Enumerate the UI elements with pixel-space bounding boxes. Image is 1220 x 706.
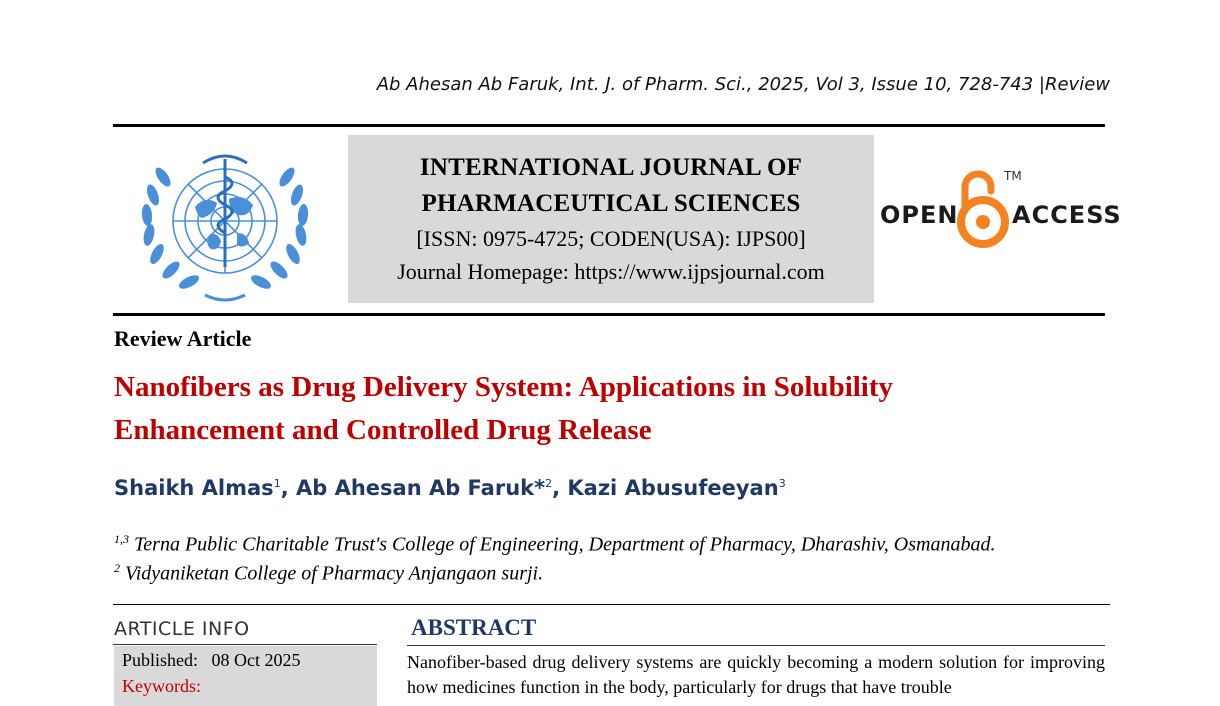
journal-title-line2: PHARMACEUTICAL SCIENCES [421,190,801,217]
open-access-logo [880,165,1122,255]
abstract-text: Nanofiber-based drug delivery systems are quickly becoming a modern solution for improving how medicines function in the body, particularly for drugs that have trouble [407,652,1105,697]
journal-title-line1: INTERNATIONAL JOURNAL OF [419,154,803,181]
author-affiliation-marker: 1 [273,477,281,490]
open-access-trademark: TM [1004,169,1022,183]
affiliation-line [114,532,995,557]
published-date: 08 Oct 2025 [211,650,301,670]
keywords-label: Keywords: [122,676,201,696]
author-separator: , [280,476,296,500]
journal-homepage: Journal Homepage: https://www.ijpsjournal.com [397,259,825,284]
article-info-rule [113,644,377,645]
open-access-word-access: ACCESS [1012,201,1122,229]
author-separator: , [552,476,568,500]
published-row [122,650,301,671]
author-name[interactable]: Ab Ahesan Ab Faruk* [295,476,546,500]
journal-issn: [ISSN: 0975-4725; CODEN(USA): IJPS00] [416,226,806,251]
author-list [114,476,786,500]
article-title-line2: Enhancement and Controlled Drug Release [114,414,652,446]
header-top-rule [113,124,1105,127]
affiliation-text: Vidyaniketan College of Pharmacy Anjangaon surji. [125,562,544,585]
author-affiliation-marker: 3 [778,477,786,490]
article-info-heading: ARTICLE INFO [114,618,250,640]
journal-emblem-logo [125,137,325,309]
published-label: Published: [122,650,199,670]
affiliation-line [114,561,543,586]
affiliation-marker: 1,3 [114,532,129,546]
article-title [114,366,1104,452]
open-lock-icon [955,165,1011,251]
open-access-word-open: OPEN [880,201,959,229]
article-type: Review Article [114,326,252,351]
author-name[interactable]: Shaikh Almas [114,476,274,500]
abstract-heading: ABSTRACT [411,615,537,640]
journal-banner [348,135,874,303]
affiliation-text: Terna Public Charitable Trust's College of Engineering, Department of Pharmacy, Dharashiv, Osmanabad. [134,533,996,556]
abstract-rule [407,645,1105,646]
article-title-line1: Nanofibers as Drug Delivery System: Applications in Solubility [114,371,894,403]
author-affiliation-marker: 2 [545,477,553,490]
header-bottom-rule [113,313,1105,316]
citation-header: Ab Ahesan Ab Faruk, Int. J. of Pharm. Sci., 2025, Vol 3, Issue 10, 728-743 |Review [376,74,1110,95]
section-divider [113,604,1110,605]
author-name[interactable]: Kazi Abusufeeyan [567,476,779,500]
affiliation-marker: 2 [114,561,120,575]
article-info-box [114,646,377,706]
